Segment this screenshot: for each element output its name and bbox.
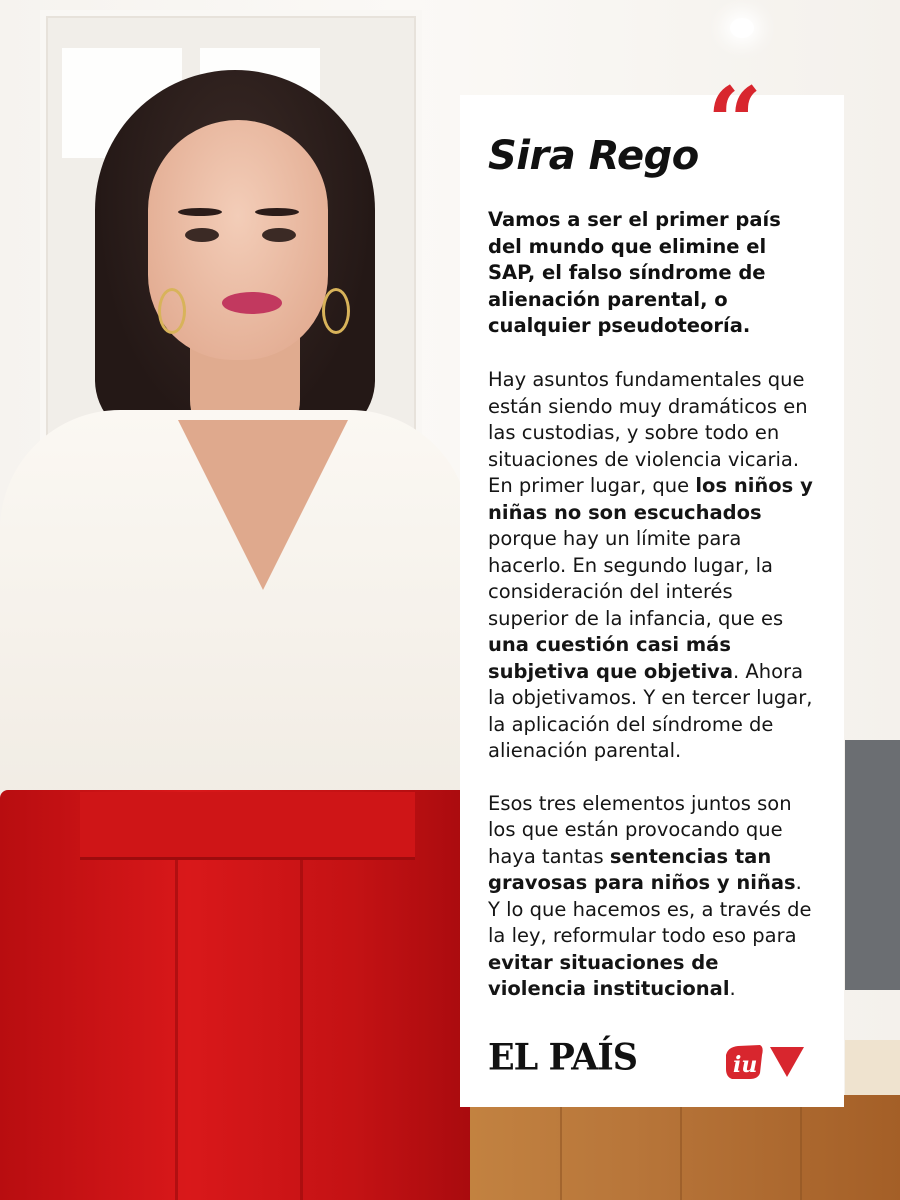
triangle-icon bbox=[770, 1047, 804, 1077]
quote-text: . bbox=[729, 977, 736, 1000]
trousers-pleat bbox=[300, 860, 303, 1200]
quote-text: . Y lo que hacemos es, a través de la ley, reformular todo eso para bbox=[488, 871, 812, 947]
quote-emphasis: los niños y niñas no son escuchados bbox=[488, 474, 813, 524]
quote-paragraph bbox=[488, 367, 818, 765]
quote-paragraph bbox=[488, 791, 818, 1003]
trousers-pleat bbox=[175, 860, 178, 1200]
hoop-earring bbox=[158, 288, 186, 334]
eyebrow bbox=[178, 208, 222, 216]
quote-emphasis: evitar situaciones de violencia institucional bbox=[488, 950, 730, 1000]
quote-text: Hay asuntos fundamentales que están siendo muy dramáticos en las custodias, y sobre todo en situaciones de violencia vicaria. En primer lugar, que bbox=[488, 368, 808, 497]
ceiling-light bbox=[730, 18, 754, 38]
quote-text: . Ahora la objetivamos. Y en tercer lugar, la aplicación del síndrome de alienación parental. bbox=[488, 659, 813, 762]
cabinet bbox=[845, 740, 900, 990]
eye bbox=[185, 228, 219, 242]
quote-mark-icon: “ bbox=[707, 66, 757, 179]
iu-logo-lettering: iu bbox=[733, 1052, 758, 1078]
quote-text: porque hay un límite para hacerlo. En segundo lugar, la consideración del interés superior de la infancia, que es bbox=[488, 527, 784, 630]
speaker-name: Sira Rego bbox=[488, 133, 699, 179]
el-pais-logo: EL PAÍS bbox=[488, 1035, 638, 1080]
lips bbox=[222, 292, 282, 314]
blouse-neckline bbox=[178, 420, 348, 590]
floor-board-line bbox=[800, 1095, 802, 1200]
eyebrow bbox=[255, 208, 299, 216]
quote-text: Esos tres elementos juntos son los que están provocando que haya tantas bbox=[488, 791, 792, 868]
quote-card bbox=[460, 66, 844, 1107]
iu-party-logo-icon bbox=[724, 1041, 806, 1081]
quote-emphasis: sentencias tan gravosas para niños y niñas bbox=[488, 844, 796, 894]
floor-board-line bbox=[680, 1095, 682, 1200]
trousers-waistband bbox=[80, 792, 415, 860]
floor-board-line bbox=[560, 1095, 562, 1200]
hoop-earring bbox=[322, 288, 350, 334]
quote-emphasis: una cuestión casi más subjetiva que objetiva bbox=[488, 633, 734, 683]
quote-lead: Vamos a ser el primer país del mundo que elimine el SAP, el falso síndrome de alienación parental, o cualquier pseudoteoría. bbox=[488, 208, 781, 337]
quote-body bbox=[488, 367, 818, 1029]
eye bbox=[262, 228, 296, 242]
cabinet-top bbox=[845, 1040, 900, 1095]
